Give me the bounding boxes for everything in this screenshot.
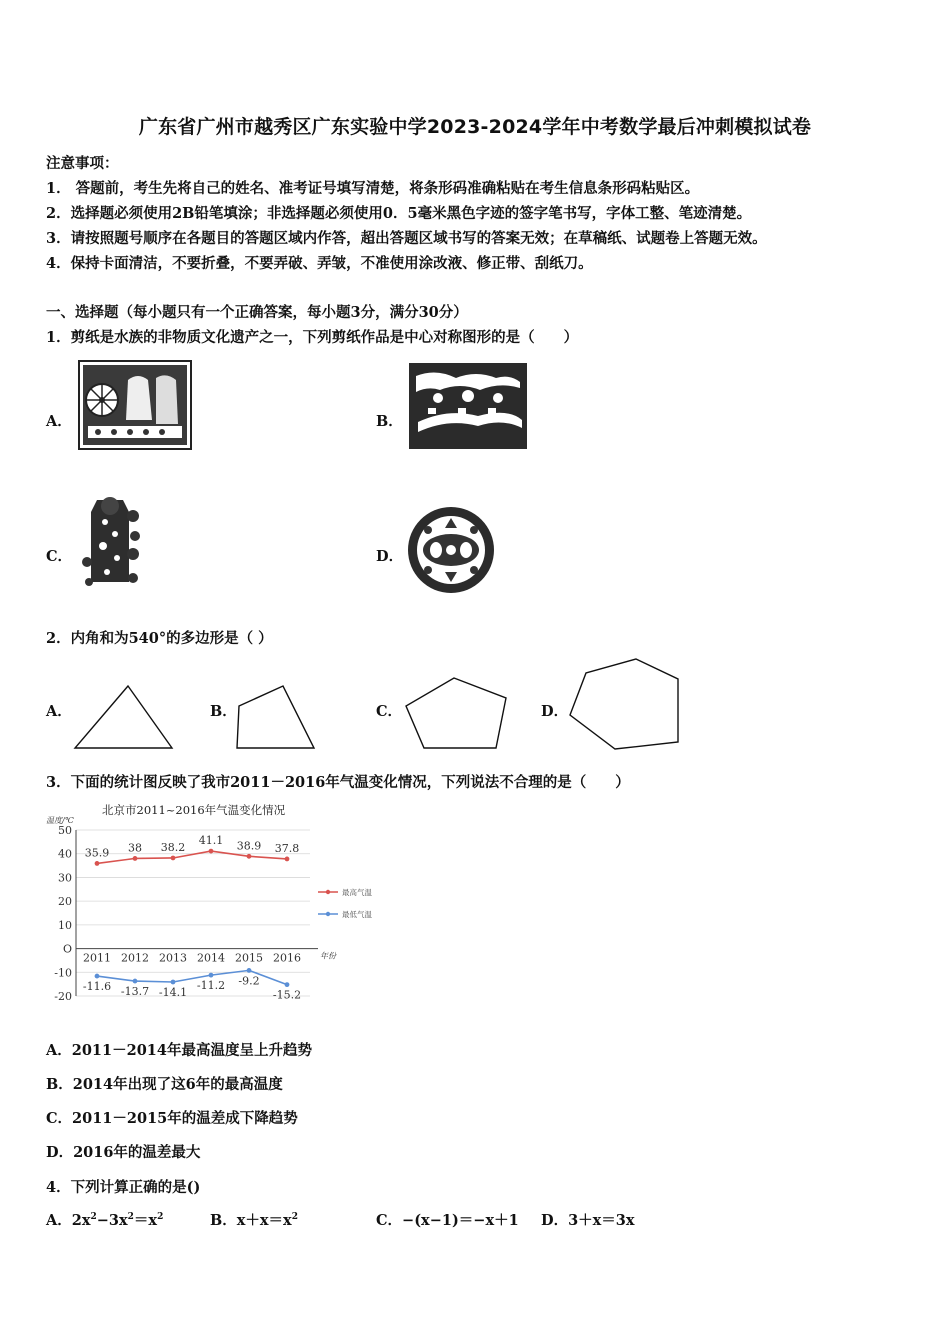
notice-item: 2．选择题必须使用2B铅笔填涂；非选择题必须使用0．5毫米黑色字迹的签字笔书写，字体工整、笔迹清楚。	[46, 205, 752, 222]
chart-data-label: -15.2	[272, 988, 302, 1002]
q1-option-c-label: C．	[46, 548, 73, 565]
chart-data-label: 38.9	[236, 839, 262, 853]
chart-x-tick-label: 2015	[235, 951, 263, 965]
q3-option-a: A．2011－2014年最高温度呈上升趋势	[46, 1042, 312, 1059]
notice-item: 4．保持卡面清洁，不要折叠，不要弄破、弄皱，不准使用涂改液、修正带、刮纸刀。	[46, 255, 593, 272]
chart-x-tick-label: 2016	[273, 951, 301, 965]
chart-data-label: -11.6	[82, 980, 112, 994]
q4-option-a-term: ＝x	[133, 1212, 158, 1229]
chart-y-tick-label: 50	[58, 824, 72, 837]
q4-option-c-label: C．	[376, 1212, 403, 1229]
q4-option-c	[376, 1209, 519, 1230]
chart-data-point	[95, 861, 100, 866]
q4-option-d-label: D．	[541, 1212, 569, 1229]
q2-option-b-label: B．	[210, 703, 237, 720]
q2-option-d-label: D．	[541, 703, 569, 720]
q4-option-c-term: −(x−1)＝−x＋1	[402, 1212, 519, 1229]
question-3-stem: 3．下面的统计图反映了我市2011－2016年气温变化情况，下列说法不合理的是（ ）	[46, 774, 630, 791]
chart-y-tick-label: 10	[58, 918, 72, 932]
hexagon-shape	[566, 656, 684, 752]
chart-data-point	[209, 849, 214, 854]
q2-option-c-label: C．	[376, 703, 403, 720]
q4-option-b-term: x＋x＝x	[236, 1212, 292, 1229]
q4-option-a-term: −3x	[96, 1212, 128, 1229]
chart-legend-label: 最低气温	[342, 910, 372, 919]
chart-title: 北京市2011~2016年气温变化情况	[102, 803, 286, 817]
chart-data-point	[95, 974, 100, 979]
chart-x-axis-label: 年份	[320, 951, 336, 961]
q4-option-d	[541, 1209, 635, 1230]
question-4-stem: 4．下列计算正确的是()	[46, 1179, 201, 1196]
q4-option-d-term: 3＋x＝3x	[568, 1212, 635, 1229]
chart-data-label: -13.7	[120, 985, 150, 999]
chart-data-point	[247, 968, 252, 973]
q4-option-b	[210, 1209, 298, 1230]
q4-option-a	[46, 1209, 163, 1230]
chart-data-label: 38	[128, 841, 142, 855]
q4-option-a-term: 2x	[71, 1212, 91, 1229]
papercut-b-image	[408, 362, 528, 450]
chart-data-label: 35.9	[84, 846, 110, 860]
chart-y-axis-label: 温度/℃	[46, 816, 74, 825]
q4-option-b-label: B．	[210, 1212, 237, 1229]
chart-data-label: -9.2	[238, 974, 260, 988]
chart-data-point	[133, 856, 138, 861]
section-heading: 一、选择题（每小题只有一个正确答案，每小题3分，满分30分）	[46, 304, 468, 321]
question-1-stem: 1．剪纸是水族的非物质文化遗产之一，下列剪纸作品是中心对称图形的是（ ）	[46, 329, 579, 346]
papercut-c-image	[77, 492, 147, 596]
chart-legend-marker	[326, 912, 330, 916]
chart-y-tick-label: O	[62, 942, 72, 956]
chart-data-label: 38.2	[160, 840, 186, 854]
q3-option-d: D．2016年的温差最大	[46, 1144, 201, 1161]
chart-x-tick-label: 2014	[197, 951, 225, 965]
chart-data-point	[209, 973, 214, 978]
q2-option-a-label: A．	[46, 703, 72, 720]
page-title: 广东省广州市越秀区广东实验中学2023-2024学年中考数学最后冲刺模拟试卷	[138, 116, 812, 138]
notice-item: 1． 答题前，考生先将自己的姓名、准考证号填写清楚，将条形码准确粘贴在考生信息条形码粘贴区。	[46, 180, 700, 197]
q1-option-a-label: A．	[46, 413, 72, 430]
chart-data-label: 41.1	[198, 834, 224, 848]
chart-legend-marker	[326, 890, 330, 894]
chart-y-tick-label: 20	[58, 895, 72, 909]
chart-y-tick-label: 30	[58, 871, 72, 885]
q4-option-a-label: A．	[46, 1212, 72, 1229]
triangle-shape	[72, 684, 176, 752]
q3-option-b: B．2014年出现了这6年的最高温度	[46, 1076, 283, 1093]
exponent: 2	[127, 1212, 134, 1222]
chart-x-tick-label: 2011	[83, 951, 111, 965]
question-2-stem: 2．内角和为540°的多边形是（ ）	[46, 630, 273, 647]
chart-legend-label: 最高气温	[342, 888, 372, 897]
notice-heading: 注意事项：	[46, 155, 119, 172]
quadrilateral-shape	[234, 684, 318, 752]
chart-data-point	[285, 857, 290, 862]
chart-data-point	[247, 854, 252, 859]
chart-data-label: -11.2	[196, 979, 226, 993]
q1-option-d-label: D．	[376, 548, 404, 565]
papercut-a-image	[78, 360, 192, 450]
chart-y-tick-label: 40	[58, 847, 72, 861]
chart-data-label: 37.8	[274, 841, 300, 855]
chart-data-point	[171, 980, 176, 985]
chart-data-point	[285, 982, 290, 987]
temperature-chart	[42, 800, 387, 1005]
papercut-d-image	[406, 504, 496, 596]
chart-series-line	[97, 851, 287, 863]
chart-data-point	[171, 856, 176, 861]
q3-option-c: C．2011－2015年的温差成下降趋势	[46, 1110, 298, 1127]
exponent: 2	[90, 1212, 97, 1222]
chart-y-tick-label: -10	[54, 966, 72, 980]
chart-data-label: -14.1	[158, 986, 188, 1000]
notice-item: 3．请按照题号顺序在各题目的答题区域内作答，超出答题区域书写的答案无效；在草稿纸、试题卷上答题无效。	[46, 230, 767, 247]
chart-x-tick-label: 2013	[159, 951, 187, 965]
chart-y-tick-label: -20	[54, 990, 72, 1003]
chart-x-tick-label: 2012	[121, 951, 149, 965]
exponent: 2	[291, 1212, 298, 1222]
chart-data-point	[133, 979, 138, 984]
exponent: 2	[157, 1212, 164, 1222]
q1-option-b-label: B．	[376, 413, 403, 430]
pentagon-shape	[402, 676, 510, 752]
